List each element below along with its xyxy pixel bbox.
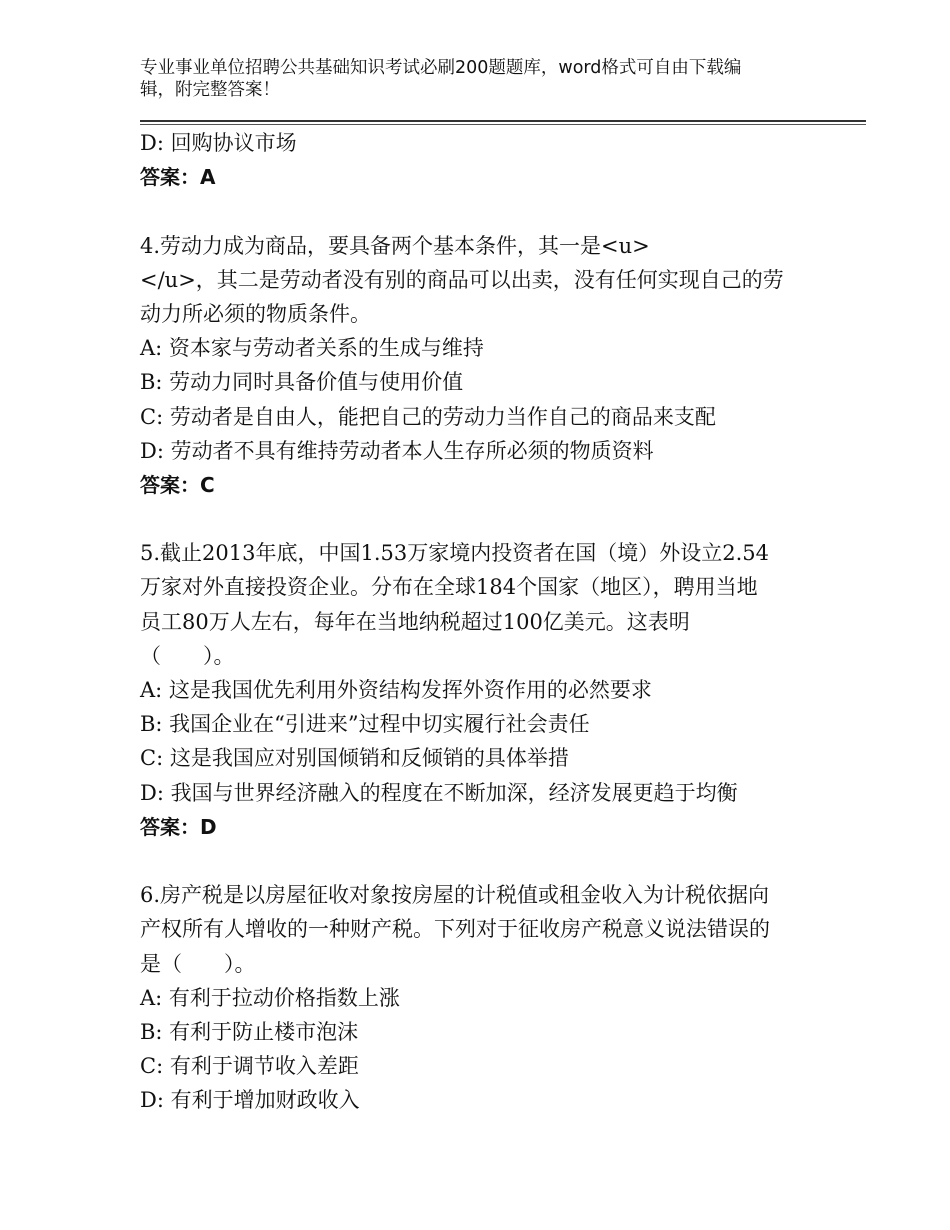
header-divider-thick bbox=[140, 120, 866, 122]
option-d: D: 劳动者不具有维持劳动者本人生存所必须的物质资料 bbox=[140, 438, 654, 463]
option-b: B: 劳动力同时具备价值与使用价值 bbox=[140, 370, 464, 395]
option-d: D: 我国与世界经济融入的程度在不断加深，经济发展更趋于均衡 bbox=[140, 780, 738, 805]
answer-line: 答案：C bbox=[140, 472, 215, 497]
option-c: C: 劳动者是自由人，能把自己的劳动力当作自己的商品来支配 bbox=[140, 404, 716, 429]
question-stem-line: 动力所必须的物质条件。 bbox=[140, 301, 371, 326]
question-stem-line: 员工80万人左右，每年在当地纳税超过100亿美元。这表明 bbox=[140, 609, 690, 634]
header-line: 专业事业单位招聘公共基础知识考试必刷200题题库，word格式可自由下载编 bbox=[140, 58, 742, 78]
option-a: A: 资本家与劳动者关系的生成与维持 bbox=[140, 336, 484, 361]
question-block-4 bbox=[140, 229, 866, 503]
question-stem-line: （ ）。 bbox=[140, 643, 235, 668]
spacer bbox=[140, 844, 866, 878]
spacer bbox=[140, 194, 866, 228]
answer-line: 答案：A bbox=[140, 165, 216, 190]
question-stem-line: </u>，其二是劳动者没有别的商品可以出卖，没有任何实现自己的劳 bbox=[140, 267, 784, 292]
option-c: C: 这是我国应对别国倾销和反倾销的具体举措 bbox=[140, 746, 569, 771]
option-a: A: 有利于拉动价格指数上涨 bbox=[140, 985, 400, 1010]
question-stem-line: 5.截止2013年底，中国1.53万家境内投资者在国（境）外设立2.54 bbox=[140, 541, 769, 566]
option-b: B: 有利于防止楼市泡沫 bbox=[140, 1019, 359, 1044]
page-header bbox=[140, 57, 866, 101]
answer-line: 答案：D bbox=[140, 814, 217, 839]
option-a: A: 这是我国优先利用外资结构发挥外资作用的必然要求 bbox=[140, 678, 652, 702]
option-c: C: 有利于调节收入差距 bbox=[140, 1054, 359, 1079]
header-line: 辑，附完整答案！ bbox=[140, 80, 280, 100]
document-body bbox=[140, 126, 866, 1117]
question-block-5 bbox=[140, 536, 866, 844]
question-stem-line: 4.劳动力成为商品，要具备两个基本条件，其一是<u> bbox=[140, 233, 650, 258]
option-d: D: 有利于增加财政收入 bbox=[140, 1088, 360, 1113]
spacer bbox=[140, 502, 866, 536]
question-stem-line: 是（ ）。 bbox=[140, 951, 256, 976]
header-divider-thin bbox=[140, 124, 866, 125]
option-d: D: 回购协议市场 bbox=[140, 131, 297, 155]
question-stem-line: 6.房产税是以房屋征收对象按房屋的计税值或租金收入为计税依据向 bbox=[140, 883, 770, 908]
option-b: B: 我国企业在“引进来”过程中切实履行社会责任 bbox=[140, 712, 590, 737]
question-block-previous bbox=[140, 126, 866, 194]
question-block-6 bbox=[140, 878, 866, 1117]
question-stem-line: 产权所有人增收的一种财产税。下列对于征收房产税意义说法错误的 bbox=[140, 917, 770, 942]
question-stem-line: 万家对外直接投资企业。分布在全球184个国家（地区），聘用当地 bbox=[140, 575, 758, 600]
